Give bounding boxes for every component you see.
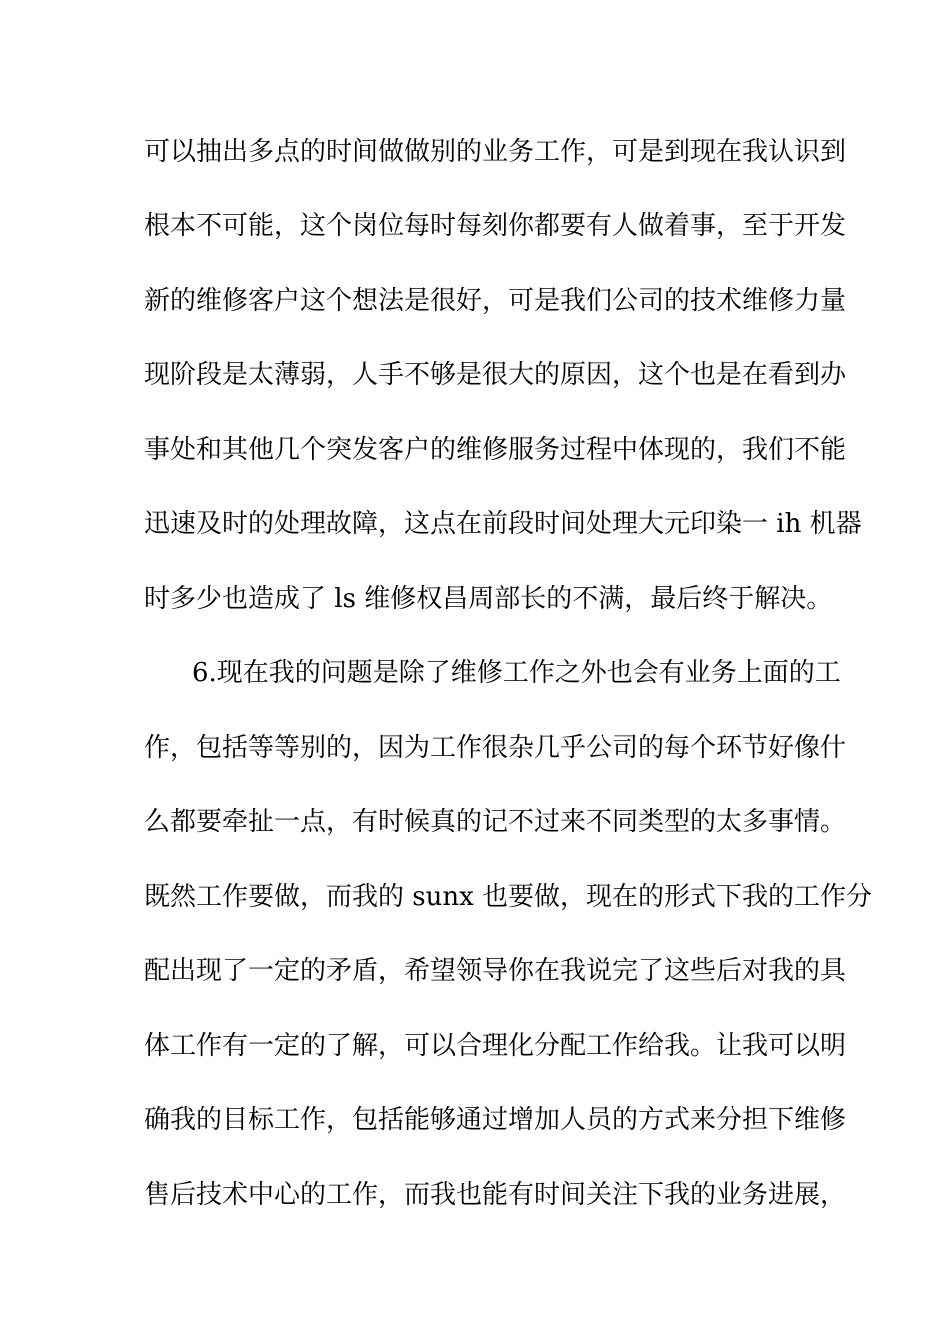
- text-line: 配出现了一定的矛盾，希望领导你在我说完了这些后对我的具: [144, 956, 847, 986]
- text-line: 新的维修客户这个想法是很好，可是我们公司的技术维修力量: [144, 286, 847, 316]
- text-line: 可以抽出多点的时间做做别的业务工作，可是到现在我认识到: [144, 137, 847, 167]
- text-line: 时多少也造成了 ls 维修权昌周部长的不满，最后终于解决。: [144, 584, 833, 614]
- text-line: 确我的目标工作，包括能够通过增加人员的方式来分担下维修: [144, 1105, 847, 1135]
- paragraph-start-line: 6.现在我的问题是除了维修工作之外也会有业务上面的工: [192, 658, 841, 688]
- text-line: 事处和其他几个突发客户的维修服务过程中体现的，我们不能: [144, 435, 847, 465]
- text-line: 迅速及时的处理故障，这点在前段时间处理大元印染一 ih 机器: [144, 509, 862, 539]
- text-line: 么都要牵扯一点，有时候真的记不过来不同类型的太多事情。: [144, 807, 847, 837]
- text-line: 体工作有一定的了解，可以合理化分配工作给我。让我可以明: [144, 1031, 847, 1061]
- text-line: 作，包括等等别的，因为工作很杂几乎公司的每个环节好像什: [144, 733, 847, 763]
- text-line: 根本不可能，这个岗位每时每刻你都要有人做着事，至于开发: [144, 211, 847, 241]
- text-line: 售后技术中心的工作，而我也能有时间关注下我的业务进展，: [144, 1180, 847, 1210]
- text-line: 现阶段是太薄弱，人手不够是很大的原因，这个也是在看到办: [144, 360, 847, 390]
- text-line: 既然工作要做，而我的 sunx 也要做，现在的形式下我的工作分: [144, 882, 873, 912]
